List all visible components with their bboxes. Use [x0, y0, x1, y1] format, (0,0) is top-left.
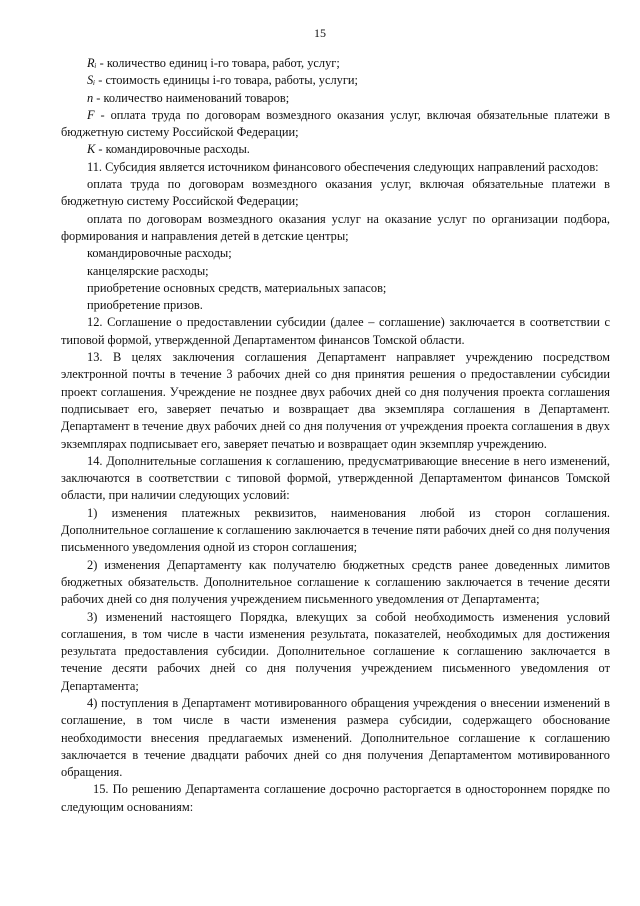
- paragraph-text: приобретение основных средств, материальных запасов;: [87, 280, 387, 295]
- paragraph: [61, 505, 610, 557]
- paragraph: [61, 557, 610, 609]
- paragraph-text: 14. Дополнительные соглашения к соглашению, предусматривающие внесение в него изменений, заключаются в соответствии с типовой формой, утвержденной Департаментом финансов Томской области, при наличии следующих условий:: [61, 453, 610, 503]
- paragraph-text: оплата по договорам возмездного оказания услуг на оказание услуг по организации подбора, формирования и направления детей в детские центры;: [61, 211, 610, 243]
- paragraph-text: - оплата труда по договорам возмездного оказания услуг, включая обязательные платежи в бюджетную систему Российской Федерации;: [61, 107, 610, 140]
- formula-variable: F: [87, 107, 95, 122]
- paragraph: [61, 55, 610, 72]
- formula-variable: Sᵢ: [87, 73, 96, 88]
- paragraph-text: - количество единиц i-го товара, работ, услуг;: [96, 56, 340, 70]
- paragraph-text: - командировочные расходы.: [95, 142, 250, 157]
- paragraph: [61, 781, 610, 816]
- formula-variable: Rᵢ: [87, 56, 97, 70]
- paragraph: [61, 72, 610, 89]
- page-number: 15: [314, 26, 326, 40]
- paragraph: [61, 159, 610, 176]
- formula-variable: n: [87, 90, 94, 105]
- paragraph: [61, 453, 610, 505]
- paragraph: [61, 107, 610, 142]
- paragraph-text: - стоимость единицы i-го товара, работы, услуги;: [95, 73, 359, 88]
- paragraph-text: 4) поступления в Департамент мотивированного обращения учреждения о внесении изменений в соглашение, в том числе в части изменения размера субсидии, содержащего обоснование необходимости внесения предлагаемых изменений. Дополнительное соглашение к соглашению заключается в течение двадцати рабочих дней со дня получения Департаментом мотивированного обращения.: [61, 695, 610, 780]
- paragraph-text: 11. Субсидия является источником финансового обеспечения следующих направлений расходов:: [87, 159, 599, 174]
- paragraph-text: оплата труда по договорам возмездного оказания услуг, включая обязательные платежи в бюджетную систему Российской Федерации;: [61, 177, 610, 209]
- paragraph: [61, 141, 610, 158]
- formula-variable: K: [87, 142, 96, 157]
- paragraph: [61, 297, 610, 314]
- paragraph: [61, 695, 610, 781]
- paragraph-text: 15. По решению Департамента соглашение досрочно расторгается в одностороннем порядке по следующим основаниям:: [61, 782, 610, 814]
- document-body: [61, 55, 610, 816]
- paragraph-text: 1) изменения платежных реквизитов, наименования любой из сторон соглашения. Дополнительное соглашение к соглашению заключается в течение пяти рабочих дней со дня получения письменного уведомления одной из сторон соглашения;: [61, 505, 610, 555]
- paragraph: [61, 280, 610, 297]
- paragraph: [61, 609, 610, 695]
- paragraph: [61, 90, 610, 107]
- paragraph: [61, 314, 610, 349]
- paragraph: [61, 176, 610, 211]
- paragraph-text: 3) изменений настоящего Порядка, влекущих за собой необходимость изменения условий соглашения, в том числе в части изменения результата, показателей, необходимых для достижения результата предоставления субсидии. Дополнительное соглашение к соглашению заключается в течение десяти рабочих дней со дня получения учреждением письменного уведомления от Департамента;: [61, 609, 610, 693]
- paragraph-text: командировочные расходы;: [87, 246, 232, 261]
- paragraph-text: приобретение призов.: [87, 298, 203, 313]
- paragraph: [61, 211, 610, 246]
- paragraph: [61, 245, 610, 262]
- paragraph-text: 2) изменения Департаменту как получателю бюджетных средств ранее доведенных лимитов бюджетных обязательств. Дополнительное соглашение к соглашению заключается в течение десяти рабочих дней со дня получения учреждением письменного уведомления от Департамента;: [61, 557, 610, 607]
- paragraph-text: канцелярские расходы;: [87, 263, 209, 278]
- paragraph: [61, 349, 610, 453]
- paragraph: [61, 263, 610, 280]
- paragraph-text: - количество наименований товаров;: [93, 90, 290, 105]
- paragraph-text: 13. В целях заключения соглашения Департамент направляет учреждению посредством электронной почты в течение 3 рабочих дней со дня принятия решения о предоставлении субсидии проект соглашения. Учреждение не позднее двух рабочих дней со дня получения проекта соглашения подписывает его, заверяет печатью и возвращает два экземпляра соглашения в Департамент. Департамент в течение двух рабочих дней со дня получения от учреждения проекта соглашения в двух экземплярах подписывает его, заверяет печатью и возвращает один экземпляр учреждению.: [61, 350, 610, 451]
- paragraph-text: 12. Соглашение о предоставлении субсидии (далее – соглашение) заключается в соответствии с типовой формой, утвержденной Департаментом финансов Томской области.: [61, 315, 610, 347]
